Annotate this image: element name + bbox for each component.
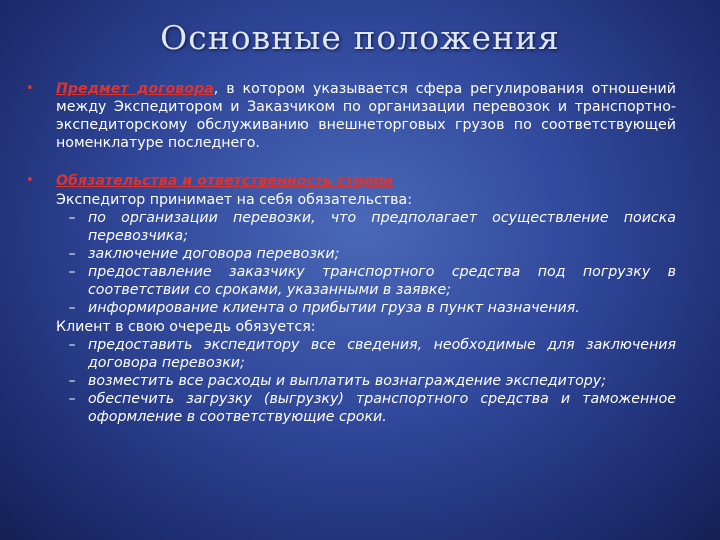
dash-marker: – (68, 264, 76, 280)
slide-title: Основные положения (160, 18, 560, 57)
bullet-lead: Обязательства и ответственность сторон (56, 173, 394, 189)
list-item: – заключение договора перевозки; (26, 245, 676, 263)
bullet-body: , в котором указывается сфера регулирования отношений между Экспедитором и Заказчиком по организации перевозок и транспортно-экспедиторскому обслуживанию внешнеторговых грузов по соответствующей номенклатуре последнего. (56, 81, 676, 151)
list-item: – предоставить экспедитору все сведения, необходимые для заключения договора перевозки; (26, 336, 676, 372)
dash-marker: – (68, 246, 76, 262)
dash-marker: – (68, 300, 76, 316)
bullet-marker: • (26, 173, 34, 188)
dash-marker: – (68, 337, 76, 353)
bullet-marker: • (26, 81, 34, 96)
client-heading: Клиент в свою очередь обязуется: (56, 319, 316, 335)
list-item: – обеспечить загрузку (выгрузку) транспортного средства и таможенное оформление в соответствующие сроки. (26, 390, 676, 426)
dash-marker: – (68, 391, 76, 407)
list-item: – информирование клиента о прибытии груза в пункт назначения. (26, 299, 676, 317)
forwarder-heading: Экспедитор принимает на себя обязательства: (56, 192, 412, 208)
list-item: – возместить все расходы и выплатить вознаграждение экспедитору; (26, 372, 676, 390)
bullet-obligations (26, 172, 676, 190)
bullet-lead: Предмет договора (56, 81, 214, 97)
list-item: – предоставление заказчику транспортного средства под погрузку в соответствии со сроками, указанными в заявке; (26, 263, 676, 299)
dash-marker: – (68, 373, 76, 389)
slide-content (26, 80, 676, 426)
list-item: – по организации перевозки, что предполагает осуществление поиска перевозчика; (26, 209, 676, 245)
bullet-subject (26, 80, 676, 152)
dash-marker: – (68, 210, 76, 226)
